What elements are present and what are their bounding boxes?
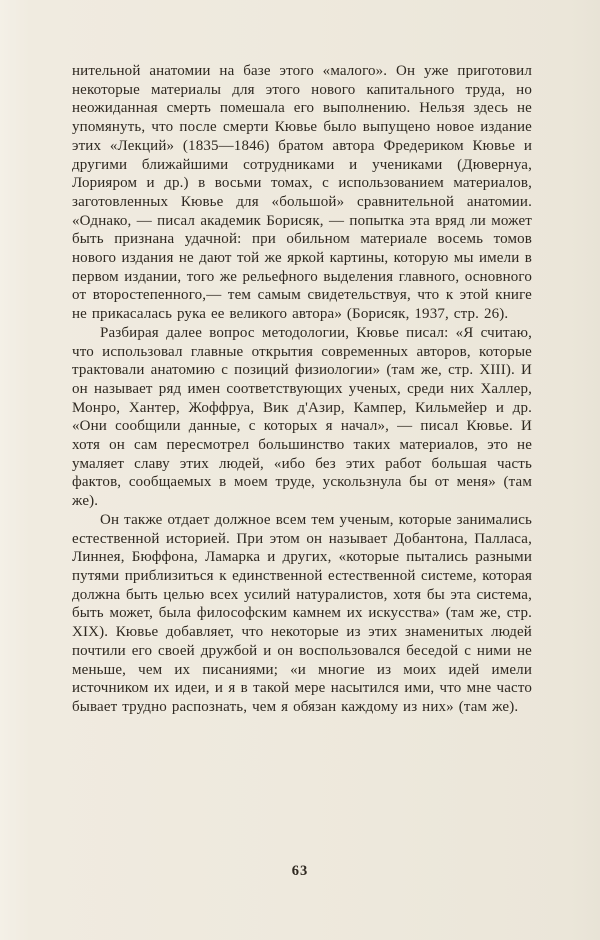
page-text-block bbox=[72, 62, 532, 717]
paragraph-continuation: нительной анатомии на базе этого «малого». Он уже приготовил некоторые материалы для этого нового капитального труда, но неожиданная смерть помешала его выполнению. Нельзя здесь не упомянуть, что после смерти Кювье было выпущено новое издание этих «Лекций» (1835—1846) братом автора Фредериком Кювье и другими ближайшими сотрудниками и учениками (Дювернуа, Лорияром и др.) в восьми томах, с использованием материалов, заготовленных Кювье для «большой» сравнительной анатомии. «Однако, — писал академик Борисяк, — попытка эта вряд ли может быть признана удачной: при обильном материале восемь томов нового издания не дают той же яркой картины, которую мы имели в первом издании, того же рельефного выделения главного, основного от второстепенного,— тем самым свидетельствуя, что к этой книге не прикасалась рука ее великого автора» (Борисяк, 1937, стр. 26). bbox=[72, 63, 532, 323]
paragraph-naturalists: Он также отдает должное всем тем ученым, которые занимались естественной историей. При этом он называет Добантона, Палласа, Линнея, Бюффона, Ламарка и других, «которые пытались разными путями приблизиться к единственной естественной системе, которая должна быть целью всех усилий натуралистов, хотя бы эта система, быть может, была философским камнем их искусства» (там же, стр. XIX). Кювье добавляет, что некоторые из этих знаменитых людей почтили его своей дружбой и он воспользовался беседой с ними не меньше, чем их писаниями; «и многие из моих идей имели источником их идеи, и я в такой мере насытился ими, что мне часто бывает трудно распознать, чем я обязан каждому из них» (там же). bbox=[72, 511, 532, 715]
page-number: 63 bbox=[291, 863, 309, 879]
paragraph-methodology: Разбирая далее вопрос методологии, Кювье писал: «Я считаю, что использовал главные открытия современных авторов, которые трактовали анатомию с позиций физиологии» (там же, стр. XIII). И он называет ряд имен соответствующих ученых, среди них Халлер, Монро, Хантер, Жоффруа, Вик д'Азир, Кампер, Кильмейер и др. «Они сообщили данные, с которых я начал», — писал Кювье. И хотя он сам пересмотрел большинство таких материалов, это не умаляет славу этих людей, «ибо без этих работ большая часть фактов, сообщаемых в моем труде, ускользнула бы от меня» (там же). bbox=[72, 324, 532, 510]
